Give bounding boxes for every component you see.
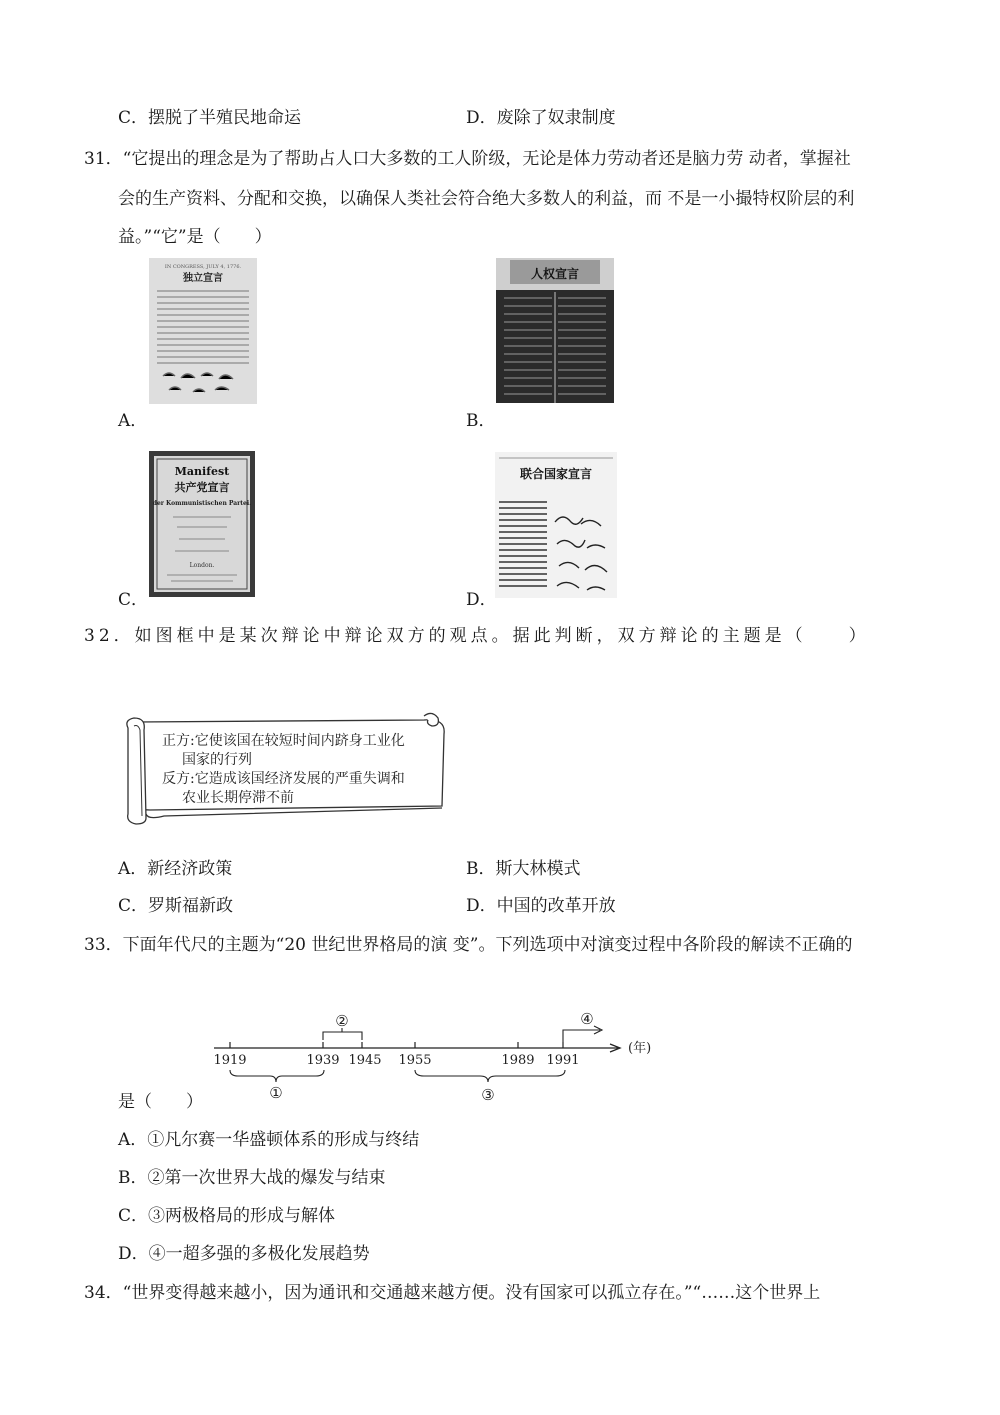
debate-scroll xyxy=(120,710,450,828)
question-31-text-line2: 会的生产资料、分配和交换，以确保人类社会符合绝大多数人的利益，而 不是一小撮特权阶层的利 xyxy=(118,189,855,209)
q32-option-c: C．罗斯福新政 xyxy=(118,896,234,916)
image-b-title: 人权宣言 xyxy=(530,267,580,281)
q33-option-a: A．①凡尔赛一华盛顿体系的形成与终结 xyxy=(118,1130,420,1150)
image-d-title: 联合国家宣言 xyxy=(519,467,593,481)
year-unit: (年) xyxy=(628,1041,652,1056)
question-33-text: 33．下面年代尺的主题为“20 世纪世界格局的演 变”。下列选项中对演变过程中各阶段的解读不正确的 xyxy=(84,935,853,955)
scroll-line-1: 正方:它使该国在较短时间内跻身工业化 xyxy=(162,733,405,749)
mark-1: ① xyxy=(269,1084,283,1102)
scroll-line-2: 国家的行列 xyxy=(182,752,252,768)
option-c: C．摆脱了半殖民地命运 xyxy=(118,108,302,128)
question-31-text: 31．“它提出的理念是为了帮助占人口大多数的工人阶级，无论是体力劳动者还是脑力劳 动者，掌握社 xyxy=(84,149,851,169)
mark-3: ③ xyxy=(481,1086,495,1104)
q33-option-c: C．③两极格局的形成与解体 xyxy=(118,1206,336,1226)
year-1939: 1939 xyxy=(306,1053,340,1068)
q32-option-a: A．新经济政策 xyxy=(118,859,233,879)
question-32-text: 32．如图框中是某次辩论中辩论双方的观点。据此判断，双方辩论的主题是（ ） xyxy=(84,626,870,646)
q33-option-b: B．②第一次世界大战的爆发与结束 xyxy=(118,1168,386,1188)
option-d: D．废除了奴隶制度 xyxy=(466,108,616,128)
image-c-subtitle: der Kommunistischen Partei. xyxy=(152,500,252,507)
image-declaration-independence xyxy=(149,258,257,404)
year-1955: 1955 xyxy=(398,1053,432,1068)
image-c-city: London. xyxy=(189,562,215,569)
question-34-text: 34．“世界变得越来越小，因为通讯和交通越来越方便。没有国家可以孤立存在。”“……这个世界上 xyxy=(84,1283,821,1303)
q32-option-b: B．斯大林模式 xyxy=(466,859,581,879)
option-c-label: C． xyxy=(118,590,149,610)
image-rights-of-man xyxy=(496,258,614,403)
year-1919: 1919 xyxy=(213,1053,247,1068)
mark-4: ④ xyxy=(580,1010,594,1028)
image-c-title: 共产党宣言 xyxy=(174,481,230,494)
question-31-text-line3: 益。”“它”是（ ） xyxy=(118,227,272,247)
image-c-top: Manifest xyxy=(174,465,230,478)
image-communist-manifesto xyxy=(149,451,255,597)
image-united-nations-declaration xyxy=(495,452,617,598)
timeline-ruler xyxy=(200,1008,670,1104)
image-a-header: IN CONGRESS, JULY 4, 1776. xyxy=(164,264,242,270)
q32-option-d: D．中国的改革开放 xyxy=(466,896,616,916)
scroll-line-4: 农业长期停滞不前 xyxy=(182,790,294,806)
scroll-line-3: 反方:它造成该国经济发展的严重失调和 xyxy=(162,771,405,787)
option-a-label: A． xyxy=(118,411,148,431)
year-1991: 1991 xyxy=(546,1053,580,1068)
year-1945: 1945 xyxy=(348,1053,382,1068)
q33-option-d: D．④一超多强的多极化发展趋势 xyxy=(118,1244,370,1264)
image-a-title: 独立宣言 xyxy=(183,273,223,284)
question-33-text-line2: 是（ ） xyxy=(118,1092,203,1112)
option-b-label: B． xyxy=(466,411,496,431)
year-1989: 1989 xyxy=(501,1053,535,1068)
mark-2: ② xyxy=(335,1012,349,1030)
option-d-label: D． xyxy=(466,590,497,610)
